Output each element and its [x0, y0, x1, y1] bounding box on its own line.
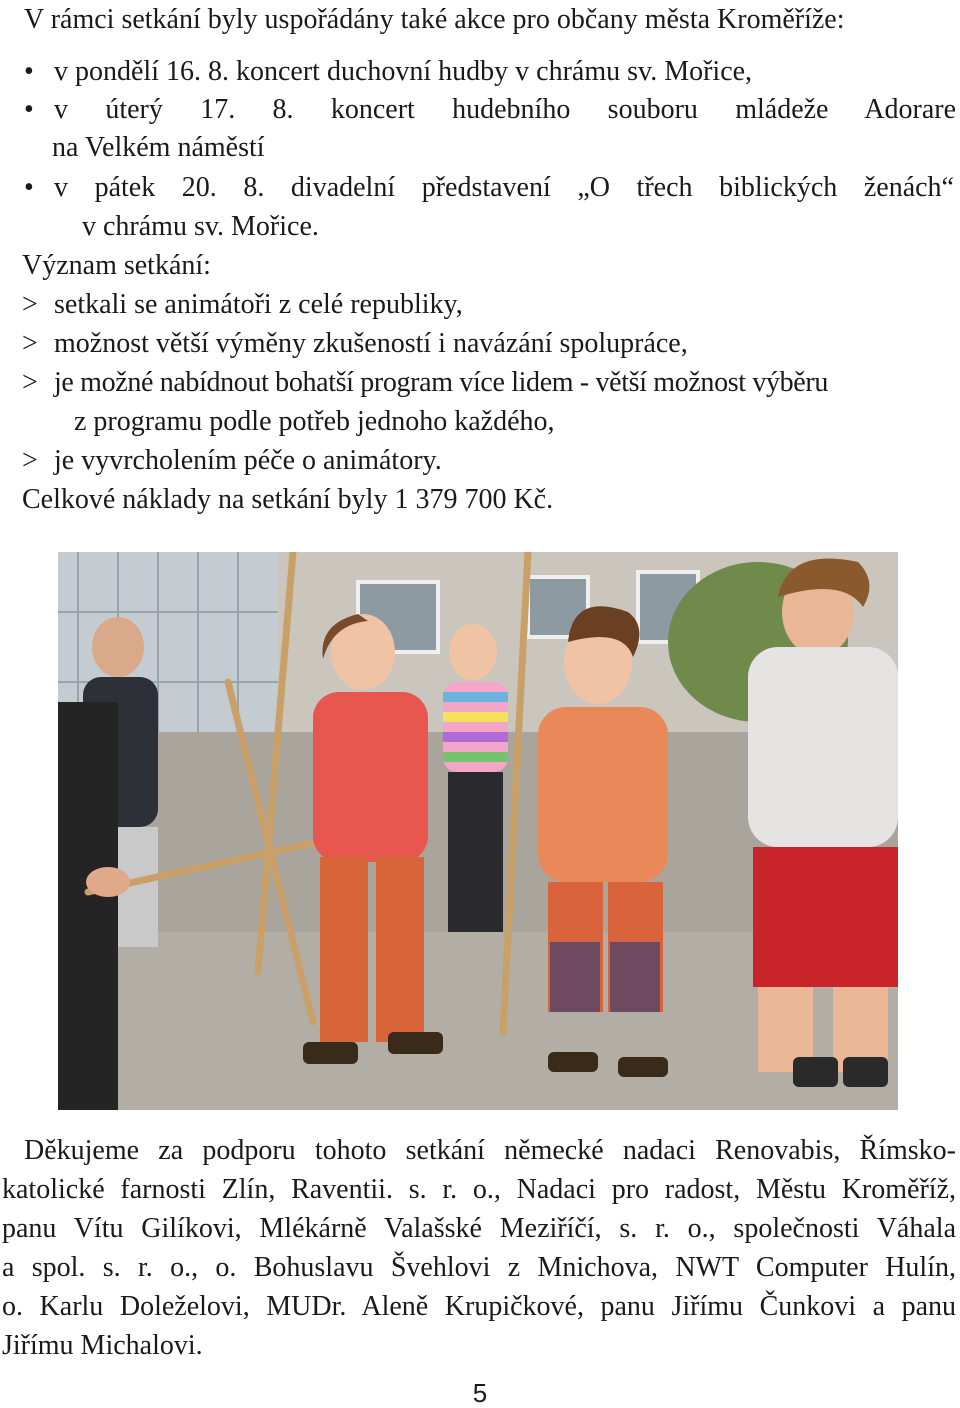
point-text: je možné nabídnout bohatší program více lidem - větší možnost výběru	[54, 367, 829, 398]
list-item	[0, 90, 960, 129]
significance-heading: Význam setkání:	[22, 250, 211, 281]
list-item	[0, 324, 960, 363]
list-item	[0, 52, 960, 91]
event-text: v pondělí 16. 8. koncert duchovní hudby v chrámu sv. Mořice,	[54, 56, 753, 87]
paragraph-line: a spol. s. r. o., o. Bohuslavu Švehlovi z Mnichova, NWT Computer Hulín,	[2, 1252, 956, 1283]
list-item	[0, 285, 960, 324]
point-text-continued: z programu podle potřeb jednoho každého,	[74, 406, 555, 437]
list-item	[0, 441, 960, 480]
bullet-marker: •	[24, 56, 34, 87]
paragraph-line: panu Vítu Gilíkovi, Mlékárně Valašské Meziříčí, s. r. o., společnosti Váhala	[2, 1213, 956, 1244]
intro-text: V rámci setkání byly uspořádány také akce pro občany města Kroměříže:	[24, 4, 845, 35]
point-text: možnost větší výměny zkušeností i navázání spolupráce,	[54, 328, 688, 359]
event-text: v úterý 17. 8. koncert hudebního souboru mládeže Adorare	[54, 94, 956, 125]
thanks-paragraph	[2, 1131, 956, 1365]
page-number: 5	[472, 1378, 488, 1408]
event-text-continued: na Velkém náměstí	[52, 132, 265, 163]
list-item	[0, 363, 960, 402]
event-text: v pátek 20. 8. divadelní představení „O třech biblických ženách“	[54, 172, 954, 203]
paragraph-line: o. Karlu Doleželovi, MUDr. Aleně Krupičkové, panu Jiřímu Čunkovi a panu	[2, 1291, 956, 1322]
bullet-marker: •	[24, 94, 34, 125]
event-text-continued: v chrámu sv. Mořice.	[82, 211, 319, 242]
point-text: setkali se animátoři z celé republiky,	[54, 289, 463, 320]
total-cost: Celkové náklady na setkání byly 1 379 700 Kč.	[22, 484, 554, 515]
arrow-marker: >	[22, 367, 38, 398]
arrow-marker: >	[22, 445, 38, 476]
arrow-marker: >	[22, 289, 38, 320]
arrow-marker: >	[22, 328, 38, 359]
point-text: je vyvrcholením péče o animátory.	[54, 445, 442, 476]
paragraph-line: Jiřímu Michalovi.	[2, 1330, 203, 1361]
paragraph-line: katolické farnosti Zlín, Raventii. s. r. o., Nadaci pro radost, Městu Kroměříž,	[2, 1174, 956, 1205]
bullet-marker: •	[24, 172, 34, 203]
group-photo	[58, 552, 898, 1110]
list-item	[0, 168, 960, 207]
paragraph-line: Děkujeme za podporu tohoto setkání německé nadaci Renovabis, Římsko-	[24, 1135, 956, 1166]
photo-illustration	[58, 552, 898, 1110]
